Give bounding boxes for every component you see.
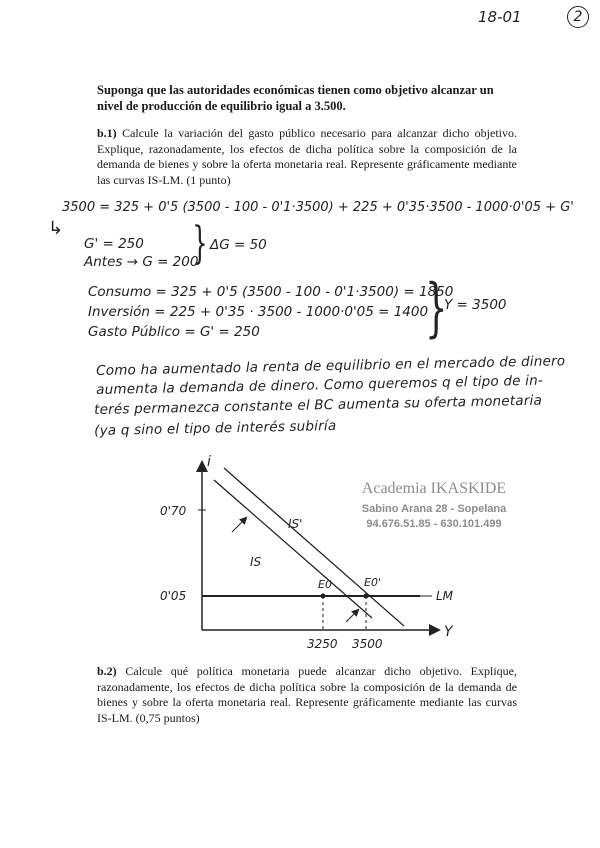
stamp-address: Sabino Arana 28 - Sopelana — [361, 503, 507, 515]
delta-g-value: ΔG = 50 — [210, 237, 267, 253]
eq-shifted-point — [364, 594, 369, 599]
brace-1: } — [192, 218, 208, 269]
g-before-value: Antes → G = 200 — [84, 254, 199, 270]
eq-label: E0 — [318, 578, 332, 591]
eq-shifted-label: E0' — [364, 576, 381, 589]
question-b2-label: b.2) — [97, 664, 117, 678]
question-b1-label: b.1) — [97, 126, 117, 140]
x-axis-label: Y — [444, 624, 453, 640]
stamp-name: Academia IKASKIDE — [361, 480, 507, 497]
y-tick-low: 0'05 — [160, 589, 187, 603]
explanation-line-3: terés permanezca constante el BC aumenta su oferta monetaria — [94, 392, 543, 418]
consumo-line: Consumo = 325 + 0'5 (3500 - 100 - 0'1·3500) = 1850 — [88, 284, 454, 300]
shift-arrow-1 — [232, 518, 246, 532]
x-tick-1: 3250 — [307, 637, 338, 650]
explanation-line-4: (ya q sino el tipo de interés subiría — [94, 417, 337, 439]
gasto-line: Gasto Público = G' = 250 — [88, 324, 260, 340]
page-number: 2 — [567, 6, 589, 28]
main-equation: 3500 = 325 + 0'5 (3500 - 100 - 0'1·3500) + 225 + 0'35·3500 - 1000·0'05 + G' — [62, 200, 574, 215]
question-b1-text: Calcule la variación del gasto público necesario para alcanzar dicho objetivo. Explique, razonadamente, los efectos de dicha política sobre la composición de la demanda de bienes y sobre la oferta monetaria real. Represente gráficamente mediante las curvas IS-LM. (1 punto) — [97, 126, 518, 187]
question-b2 — [97, 664, 517, 726]
is-shifted-label: IS' — [288, 517, 303, 531]
x-tick-2: 3500 — [352, 637, 383, 650]
g-new-value: G' = 250 — [84, 236, 144, 252]
y-tick-high: 0'70 — [160, 504, 187, 518]
eq-point — [321, 594, 326, 599]
y-axis-label: i — [207, 454, 211, 470]
is-label: IS — [250, 555, 262, 569]
inversion-line: Inversión = 225 + 0'35 · 3500 - 1000·0'05 = 1400 — [88, 304, 429, 320]
explanation-line-2: aumenta la demanda de dinero. Como queremos q el tipo de in- — [96, 372, 544, 398]
question-b1 — [97, 126, 517, 188]
result-arrow: ↳ — [48, 218, 64, 239]
question-b2-text: Calcule qué política monetaria puede alcanzar dicho objetivo. Explique, razonadamente, los efectos de dicha política sobre la composición de la demanda de bienes y sobre la oferta monetaria real. Represente gráficamente mediante las curvas IS-LM. (0,75 puntos) — [97, 664, 517, 725]
date-annotation: 18-01 — [478, 8, 522, 26]
academy-stamp — [334, 480, 534, 530]
lm-label: LM — [436, 589, 454, 603]
brace-2: } — [425, 271, 448, 345]
intro-statement: Suponga que las autoridades económicas tienen como objetivo alcanzar un nivel de producción de equilibrio igual a 3.500. — [97, 83, 494, 113]
explanation-line-1: Como ha aumentado la renta de equilibrio en el mercado de dinero — [96, 353, 566, 379]
y-value: Y = 3500 — [444, 297, 507, 313]
stamp-phones: 94.676.51.85 - 630.101.499 — [366, 518, 502, 530]
shift-arrow-2 — [346, 610, 358, 622]
